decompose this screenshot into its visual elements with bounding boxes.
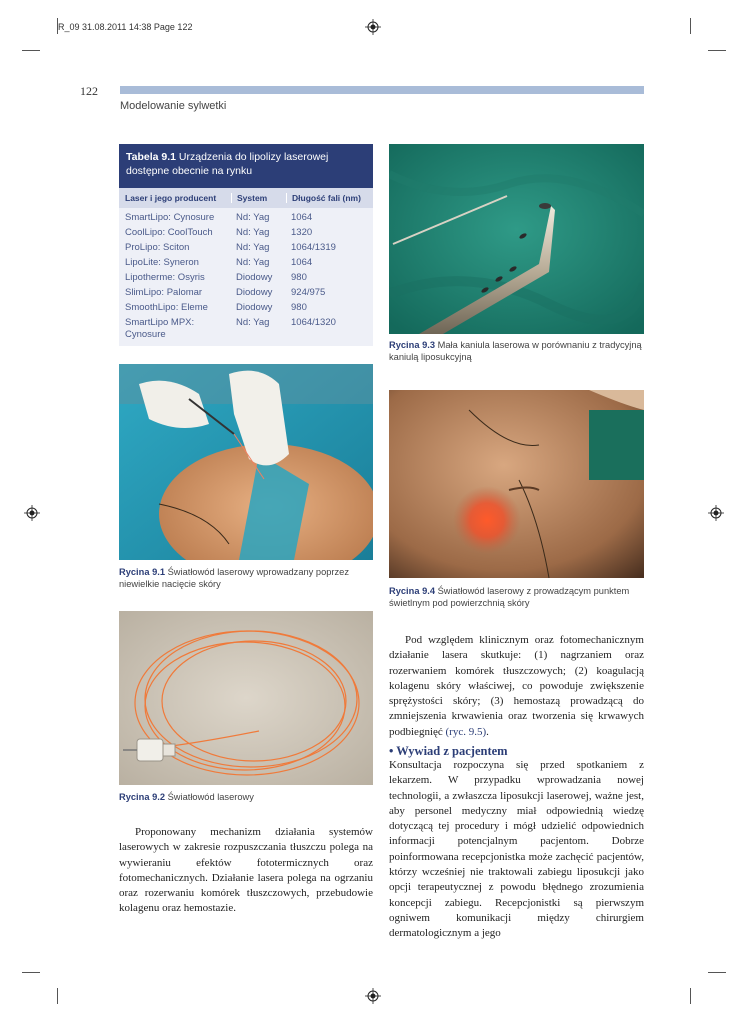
figure-9-1-photo: [119, 364, 373, 560]
crop-mark: [22, 972, 40, 973]
table-row: [119, 255, 373, 270]
table-row: [119, 270, 373, 285]
figure-reference-link[interactable]: (ryc. 9.5): [445, 725, 487, 738]
paragraph-end: .: [486, 725, 489, 738]
figure-9-3-caption: [389, 339, 644, 363]
table-cell: 980: [291, 301, 307, 313]
table-cell: ProLipo: Sciton: [125, 241, 190, 253]
table-cell: Diodowy: [236, 286, 273, 298]
table-cell: SlimLipo: Palomar: [125, 286, 203, 298]
crop-mark: [690, 18, 691, 34]
printer-slug: R_09 31.08.2011 14:38 Page 122: [58, 22, 193, 32]
table-cell: 1320: [291, 226, 313, 238]
registration-mark-icon: [365, 19, 381, 35]
table-row: [119, 225, 373, 240]
registration-mark-icon: [708, 505, 724, 521]
caption-text: Światłowód laserowy wprowadzany poprzez niewielkie nacięcie skóry: [119, 567, 349, 589]
caption-label: Rycina 9.2: [119, 792, 165, 802]
caption-text: Światłowód laserowy z prowadzącym punktem świetlnym pod powierzchnią skóry: [389, 586, 630, 608]
table-cell: Diodowy: [236, 271, 273, 283]
table-cell: 1064/1320: [291, 316, 336, 328]
left-body-text: [119, 825, 373, 917]
caption-text: Mała kaniula laserowa w porównaniu z tradycyjną kaniulą liposukcyjną: [389, 340, 642, 362]
figure-9-2-caption: [119, 791, 373, 803]
table-row: [119, 285, 373, 300]
paragraph: [389, 633, 644, 740]
table-cell: Diodowy: [236, 301, 273, 313]
table-row: [119, 210, 373, 225]
table-cell: 1064: [291, 256, 313, 268]
table-title-number: Tabela 9.1: [126, 151, 176, 163]
table-cell: CoolLipo: CoolTouch: [125, 226, 213, 238]
running-head: Modelowanie sylwetki: [120, 100, 227, 112]
right-body-text-2: [389, 758, 644, 942]
table-cell: 924/975: [291, 286, 326, 298]
crop-mark: [22, 50, 40, 51]
paragraph: Proponowany mechanizm działania systemów laserowych w zakresie rozpuszczania tłuszczu polega na wywieraniu efektów fototermicznych oraz fotomechanicznych. Działanie lasera polega na ogrzaniu oraz rozerwaniu komórek tłuszczowych, przebudowie kolagenu oraz hemostazie.: [119, 826, 373, 915]
table-row: [119, 300, 373, 315]
table-title-text: Urządzenia do lipolizy laserowej dostępne obecnie na rynku: [126, 151, 329, 177]
table-title: [119, 144, 373, 188]
header-bar: [120, 86, 644, 94]
right-body-text-1: [389, 633, 644, 740]
table-row: [119, 240, 373, 255]
paragraph: Konsultacja rozpoczyna się przed spotkaniem z lekarzem. W przypadku wprowadzania nowej technologii, a zwłaszcza liposukcji laserowej, ważne jest, aby personel medyczny miał odpowiednią wiedzę dotyczącą tej procedury i mógł udzielić odpowiednich informacji potencjalnym pacjentom. Dobrze poinformowana recepcjonistka może zachęcić pacjentów, którzy wcześniej nie traktowali zabiegu liposukcji jako opcji terapeutycznej z powodu błędnego zrozumienia koncepcji zabiegu. Recepcjonistki są pierwszym ogniwem komunikacji między chirurgiem dermatologicznym a jego: [389, 759, 644, 940]
paragraph-text: Pod względem klinicznym oraz fotomechanicznym działanie lasera skutkuje: (1) nagrzaniem oraz rozerwaniem komórek tłuszczowych; (2) koagulacją kolagenu skóry właściwej, co powoduje zwiększenie sprężystości skóry; (3) hemostazą prowadzącą do zmniejszenia krwawienia oraz tworzenia się krwawych podbiegnięć: [389, 634, 644, 738]
table-header-cell: Laser i jego producent: [125, 193, 217, 203]
figure-9-4-photo: [389, 390, 644, 578]
table-cell: SmartLipo MPX: Cynosure: [125, 316, 195, 340]
figure-9-1-caption: [119, 566, 373, 590]
table-header-cell: Długość fali (nm): [286, 193, 373, 203]
table-header-cell: System: [231, 193, 286, 203]
crop-mark: [708, 972, 726, 973]
registration-mark-icon: [365, 988, 381, 1004]
table-cell: Nd: Yag: [236, 316, 270, 328]
page-number: 122: [80, 84, 98, 98]
table-header-row: [119, 188, 373, 208]
section-heading: • Wywiad z pacjentem: [389, 744, 508, 758]
table-cell: 980: [291, 271, 307, 283]
table-cell: Nd: Yag: [236, 211, 270, 223]
table-cell: Lipotherme: Osyris: [125, 271, 205, 283]
caption-text: Światłowód laserowy: [167, 792, 254, 802]
table-cell: SmoothLipo: Eleme: [125, 301, 208, 313]
caption-label: Rycina 9.3: [389, 340, 435, 350]
crop-mark: [57, 988, 58, 1004]
registration-mark-icon: [24, 505, 40, 521]
table-cell: 1064: [291, 211, 313, 223]
table-cell: LipoLite: Syneron: [125, 256, 199, 268]
figure-9-2-photo: [119, 611, 373, 785]
table-cell: Nd: Yag: [236, 226, 270, 238]
table-body: [119, 208, 373, 346]
table-cell: SmartLipo: Cynosure: [125, 211, 215, 223]
table-row: [119, 315, 373, 342]
figure-9-4-caption: [389, 585, 644, 609]
table-9-1: [119, 144, 373, 346]
table-cell: 1064/1319: [291, 241, 336, 253]
caption-label: Rycina 9.1: [119, 567, 165, 577]
table-cell: Nd: Yag: [236, 241, 270, 253]
caption-label: Rycina 9.4: [389, 586, 435, 596]
crop-mark: [690, 988, 691, 1004]
crop-mark: [57, 18, 58, 34]
figure-9-3-photo: [389, 144, 644, 334]
table-cell: Nd: Yag: [236, 256, 270, 268]
crop-mark: [708, 50, 726, 51]
